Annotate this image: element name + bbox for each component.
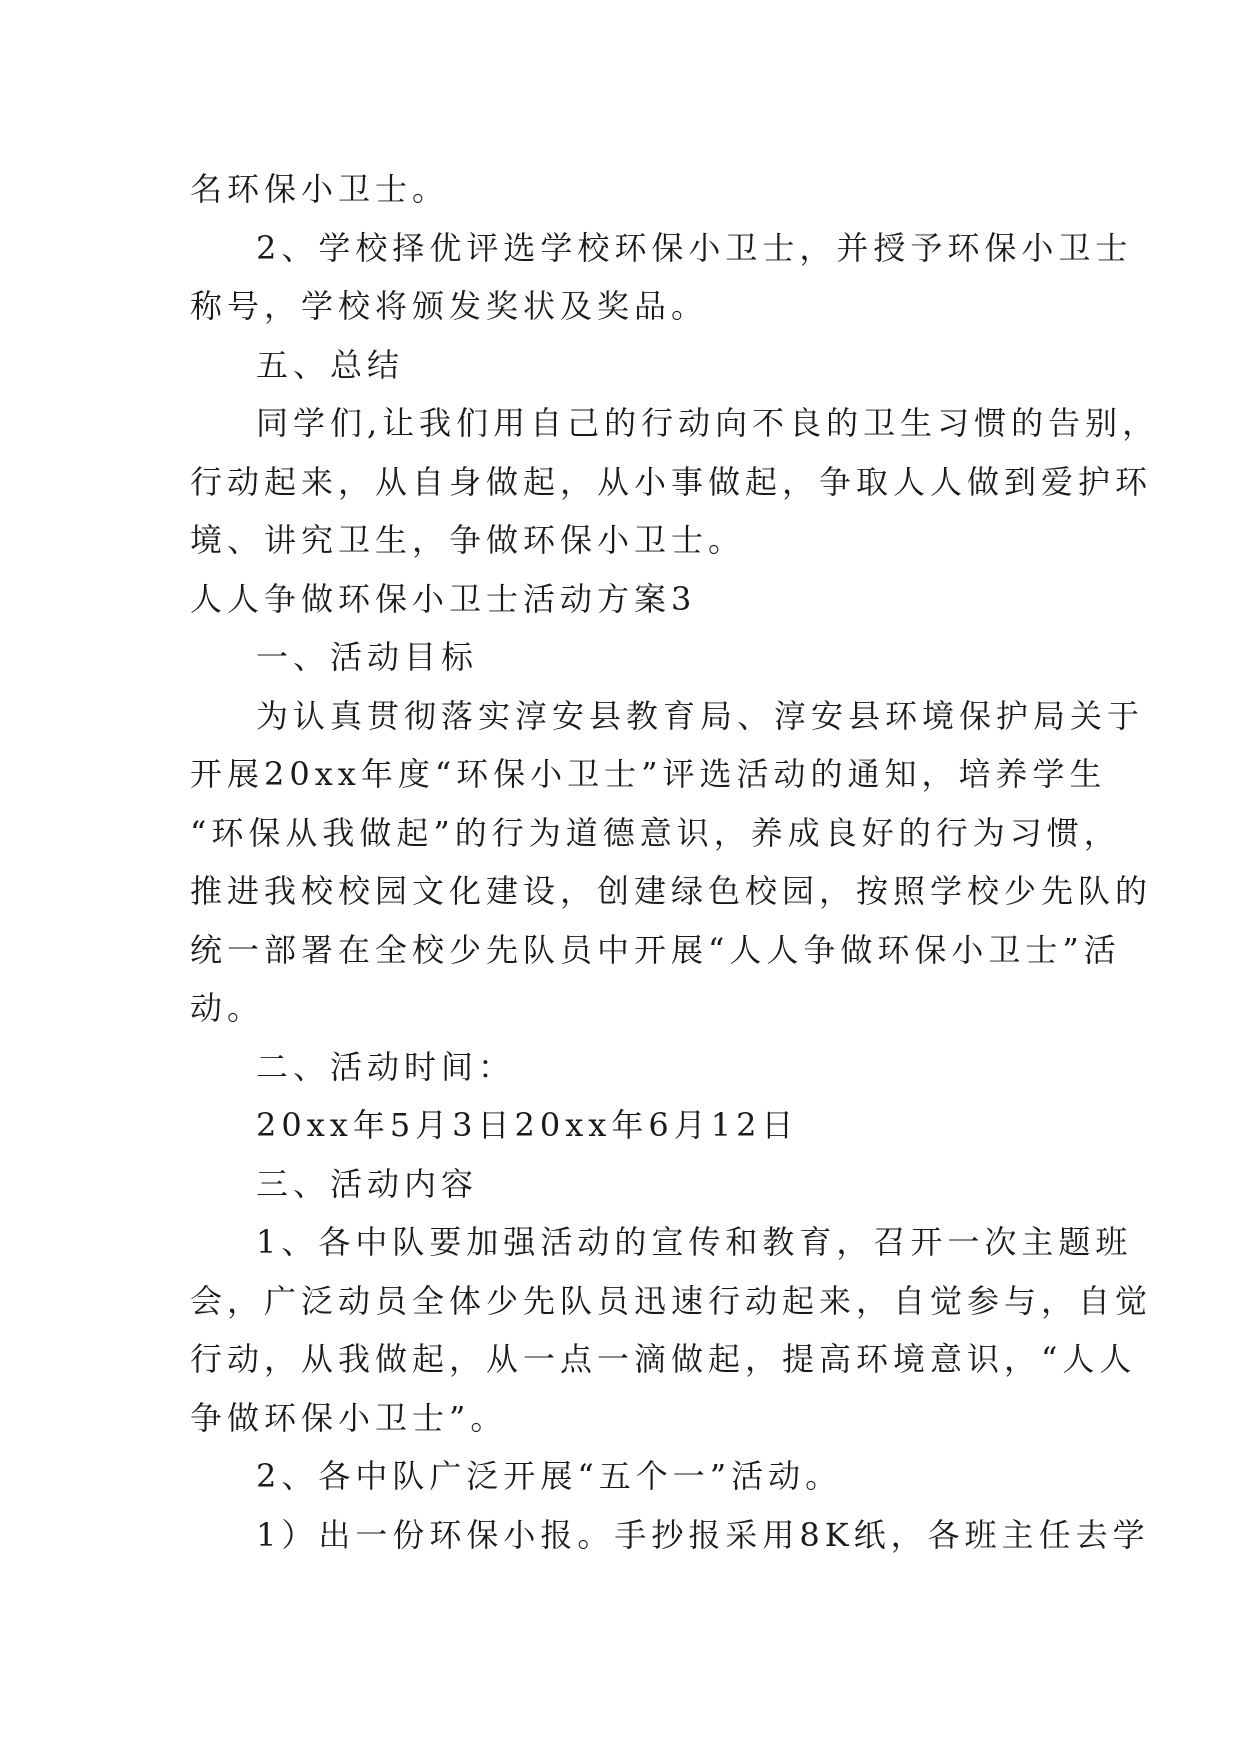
text-line: 行动，从我做起，从一点一滴做起，提高环境意识，“人人	[190, 1340, 1137, 1378]
text-line: 开展20xx年度“环保小卫士”评选活动的通知，培养学生	[190, 755, 1107, 793]
text-line: 20xx年5月3日20xx年6月12日	[256, 1106, 799, 1144]
text-line: 2、各中队广泛开展“五个一”活动。	[256, 1457, 843, 1495]
text-line: 推进我校校园文化建设，创建绿色校园，按照学校少先队的	[190, 872, 1153, 910]
text-line: 为认真贯彻落实淳安县教育局、淳安县环境保护局关于	[256, 696, 1145, 735]
text-line: 称号，学校将颁发奖状及奖品。	[190, 287, 709, 325]
text-line: “环保从我做起”的行为道德意识，养成良好的行为习惯，	[190, 813, 1121, 852]
text-line: 1、各中队要加强活动的宣传和教育，召开一次主题班	[256, 1223, 1133, 1261]
text-line: 会，广泛动员全体少先队员迅速行动起来，自觉参与，自觉	[190, 1281, 1153, 1320]
text-line: 境、讲究卫生，争做环保小卫士。	[190, 521, 746, 559]
text-line: 同学们,让我们用自己的行动向不良的卫生习惯的告别，	[256, 404, 1160, 442]
text-line: 行动起来，从自身做起，从小事做起，争取人人做到爱护环	[190, 462, 1153, 501]
section-heading: 一、活动目标	[256, 638, 479, 676]
section-heading: 三、活动内容	[256, 1164, 479, 1203]
section-heading: 五、总结	[256, 345, 405, 384]
text-line: 1）出一份环保小报。手抄报采用8K纸，各班主任去学	[256, 1515, 1150, 1554]
text-line: 动。	[190, 989, 265, 1027]
text-line: 名环保小卫士。	[190, 170, 450, 208]
text-line: 统一部署在全校少先队员中开展“人人争做环保小卫士”活	[190, 930, 1121, 969]
section-heading: 二、活动时间：	[256, 1047, 516, 1086]
text-line: 争做环保小卫士”。	[190, 1398, 508, 1437]
document-body	[190, 160, 1160, 1564]
document-title: 人人争做环保小卫士活动方案3	[190, 579, 697, 618]
text-line: 2、学校择优评选学校环保小卫士，并授予环保小卫士	[256, 228, 1133, 267]
